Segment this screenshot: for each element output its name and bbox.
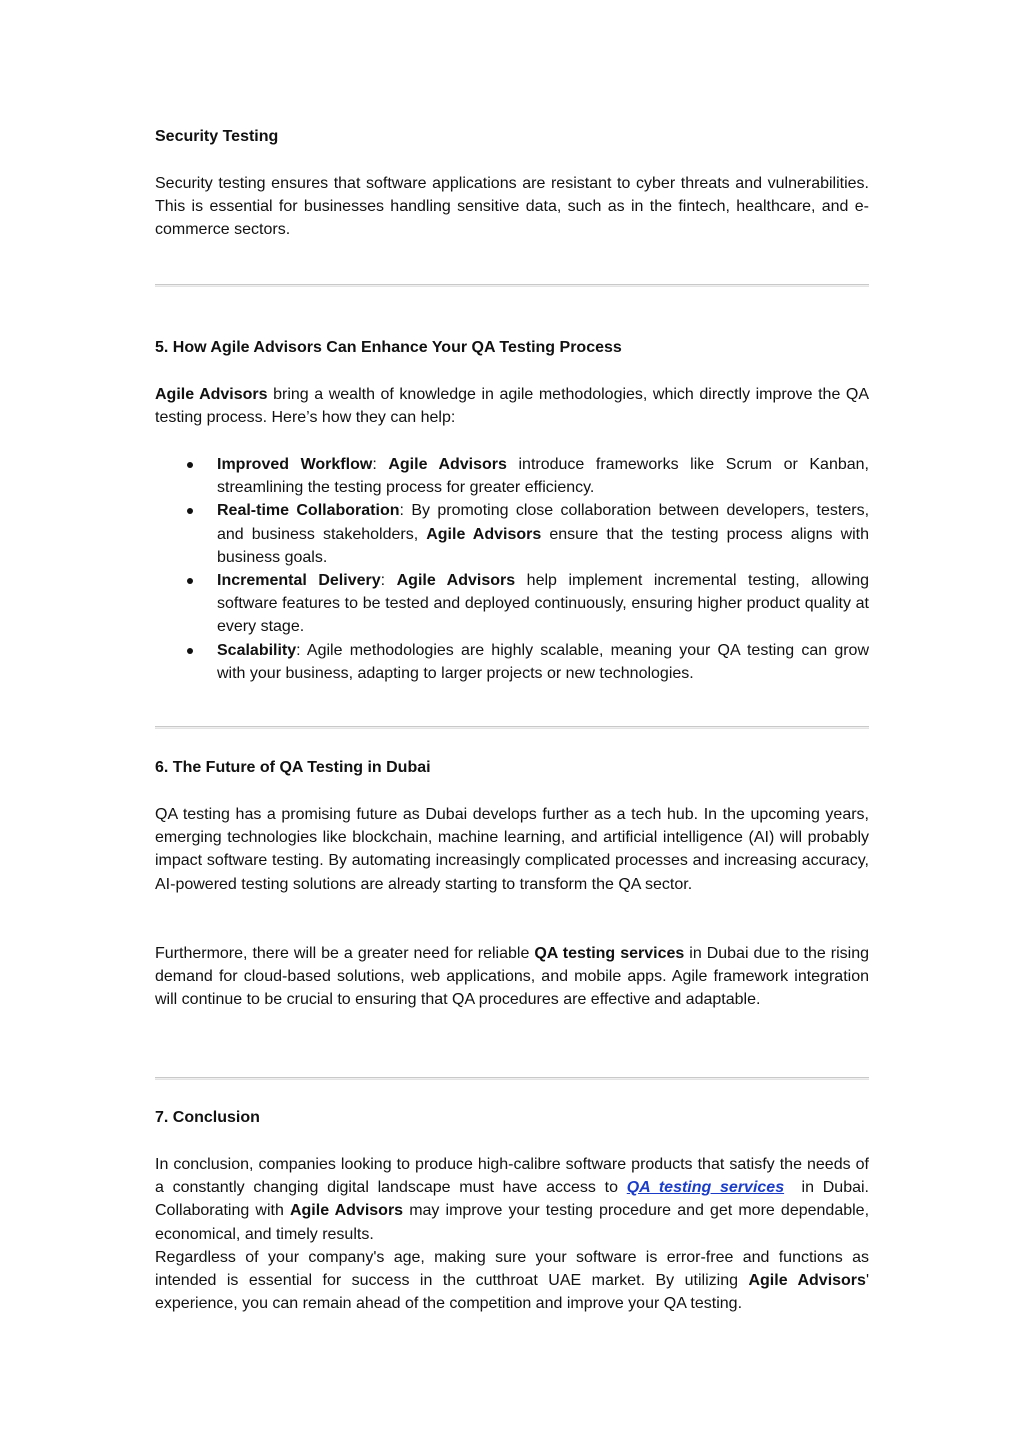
conclusion-paragraph-block [155, 1153, 874, 1315]
bullet-icon [187, 508, 193, 514]
bullet-text: By promoting close collaboration between developers, testers, and business stakeholders, [217, 502, 870, 543]
future-paragraph-2-block [155, 942, 869, 1012]
conclusion-section [155, 1106, 869, 1129]
list-item [155, 569, 869, 639]
bullet-title: Improved Workflow [217, 456, 373, 473]
section-divider [155, 1077, 869, 1080]
conclusion-bold: Agile Advisors [289, 1202, 404, 1220]
bullet-icon [187, 462, 193, 468]
bullet-bold: Agile Advisors [396, 572, 516, 590]
conclusion-text: may improve your testing procedure and get more dependable, economical, and timely results. [155, 1202, 870, 1243]
bullet-separator: : [296, 641, 307, 659]
conclusion-paragraph-2 [155, 1246, 869, 1316]
agile-section [155, 336, 869, 359]
agile-bullet-list [155, 453, 869, 685]
bullet-title: Real-time Collaboration [217, 502, 400, 520]
conclusion-text: Regardless of your company's age, making sure your software is error-free and functions as intended is essential for success in the cutthroat UAE market. By utilizing [155, 1248, 869, 1290]
bullet-separator: : [380, 572, 397, 590]
section-divider [155, 726, 869, 729]
future-paragraph-1-block [155, 803, 869, 896]
bullet-bold: Agile Advisors [388, 456, 507, 473]
conclusion-text: In conclusion, companies looking to produce high-calibre software products that satisfy the needs of a constantly changing digital landscape must have access to [155, 1156, 869, 1197]
bullet-text: Agile methodologies are highly scalable, meaning your QA testing can grow with your business, adapting to larger projects or new technologies. [217, 641, 869, 682]
bullet-text: introduce frameworks like Scrum or Kanban, streamlining the testing process for greater efficiency. [217, 456, 869, 497]
security-paragraph-block [155, 172, 869, 242]
agile-intro-block [155, 383, 869, 429]
conclusion-paragraph-1 [155, 1153, 874, 1246]
future-p2-text: in Dubai due to the rising demand for cloud-based solutions, web applications, and mobile apps. Agile framework integration will continue to be crucial to ensuring that QA procedures are effective and adaptable. [155, 945, 870, 1009]
conclusion-text: in Dubai. Collaborating with [155, 1179, 874, 1220]
section-heading-security: Security Testing [155, 128, 279, 145]
bullet-icon [187, 578, 193, 584]
agile-intro-bold: Agile Advisors [155, 386, 268, 403]
list-item [155, 499, 869, 569]
future-section [155, 756, 869, 779]
bullet-text: ensure that the testing process aligns with business goals. [217, 525, 870, 566]
bullet-bold: Agile Advisors [426, 525, 542, 543]
agile-bullet-list-block [155, 453, 869, 685]
bullet-separator: : [399, 502, 412, 520]
bullet-text: help implement incremental testing, allowing software features to be tested and deployed continuously, ensuring higher product quality at every stage. [217, 572, 869, 636]
section-heading-future: 6. The Future of QA Testing in Dubai [155, 759, 431, 776]
section-heading-conclusion: 7. Conclusion [155, 1109, 260, 1126]
section-divider [155, 284, 869, 287]
section-heading-agile: 5. How Agile Advisors Can Enhance Your QA Testing Process [155, 339, 622, 356]
agile-intro-text: bring a wealth of knowledge in agile methodologies, which directly improve the QA testing process. Here’s how they can help: [155, 386, 870, 427]
qa-testing-services-link[interactable]: QA testing services [626, 1179, 785, 1197]
security-paragraph: Security testing ensures that software applications are resistant to cyber threats and vulnerabilities. This is essential for businesses handling sensitive data, such as in the fintech, healthcare, and e-commerce sectors. [155, 175, 869, 239]
future-paragraph-2 [155, 942, 869, 1012]
future-p2-text: Furthermore, there will be a greater need for reliable [155, 945, 535, 962]
bullet-separator: : [372, 456, 389, 473]
list-item [155, 453, 869, 499]
agile-intro-paragraph [155, 383, 869, 429]
conclusion-text: ' experience, you can remain ahead of the competition and improve your QA testing. [155, 1272, 869, 1313]
bullet-title: Incremental Delivery [217, 572, 381, 590]
future-paragraph-1: QA testing has a promising future as Dubai develops further as a tech hub. In the upcoming years, emerging technologies like blockchain, machine learning, and artificial intelligence (AI) will probably impact software testing. By automating increasingly complicated processes and increasing accuracy, AI-powered testing solutions are already starting to transform the QA sector. [155, 806, 869, 893]
bullet-icon [187, 648, 193, 654]
future-p2-bold: QA testing services [534, 945, 685, 962]
list-item [155, 639, 869, 685]
security-section [155, 125, 869, 148]
conclusion-bold: Agile Advisors [748, 1272, 866, 1290]
bullet-title: Scalability [217, 641, 297, 659]
